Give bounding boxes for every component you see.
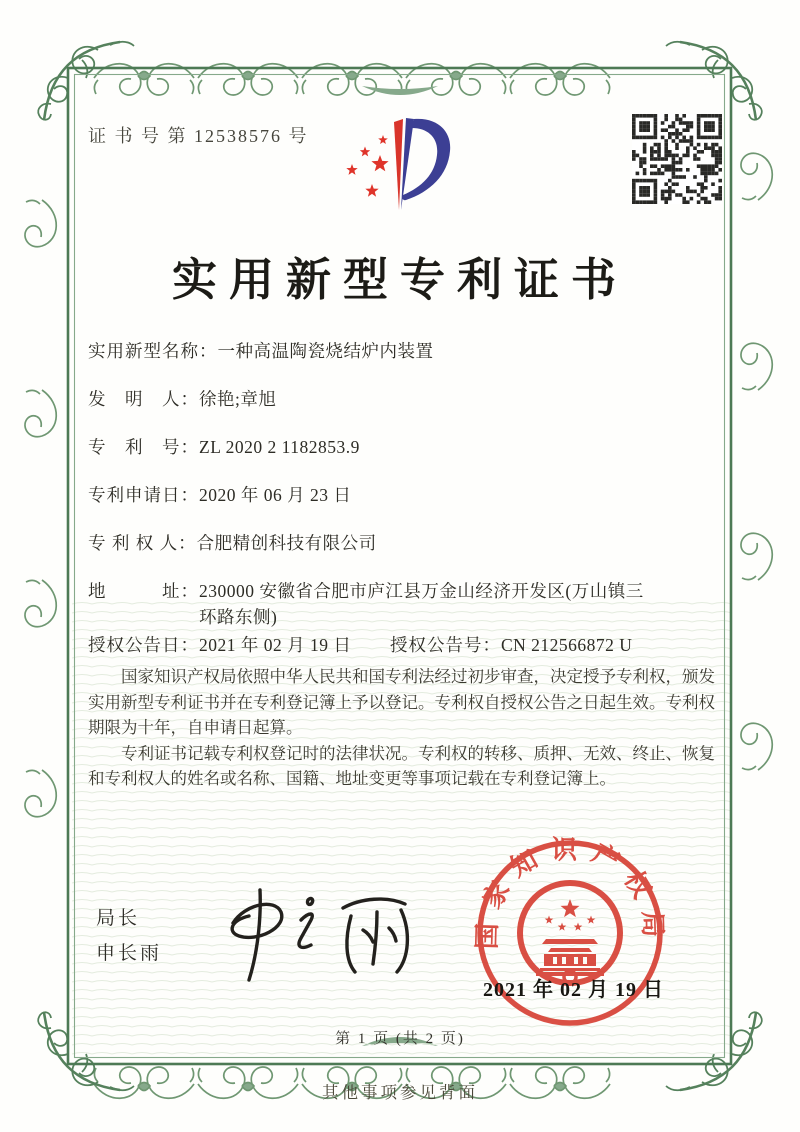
field-label: 专 利 权 人： — [88, 533, 197, 553]
grant-no-label: 授权公告号： — [390, 635, 501, 655]
field-value: 230000 安徽省合肥市庐江县万金山经济开发区(万山镇三环路东侧) — [199, 581, 644, 627]
field-row-patentee — [88, 530, 377, 555]
field-label: 实用新型名称： — [88, 341, 218, 361]
field-row-name — [88, 338, 434, 363]
grant-no-value: CN 212566872 U — [501, 635, 633, 655]
field-value: ZL 2020 2 1182853.9 — [199, 437, 360, 457]
legal-text — [88, 664, 715, 792]
page-number: 第 1 页 (共 2 页) — [335, 1031, 465, 1047]
cnipa-logo-icon — [334, 106, 466, 228]
certificate-number: 证 书 号 第 12538576 号 — [88, 126, 309, 146]
field-row-patent-no — [88, 434, 360, 459]
national-emblem-icon — [520, 883, 620, 983]
field-value: 2020 年 06 月 23 日 — [199, 485, 352, 505]
director-title: 局长 — [96, 908, 141, 929]
field-row-grant — [88, 632, 633, 657]
back-side-note: 其他事项参见背面 — [322, 1083, 478, 1102]
grant-date-label: 授权公告日： — [88, 635, 199, 655]
seal-text: 国家知识产权局 — [472, 835, 668, 950]
svg-text:国家知识产权局 — [473, 835, 668, 949]
grant-date-value: 2021 年 02 月 19 日 — [199, 635, 352, 655]
qr-code — [632, 114, 722, 204]
field-label: 发 明 人： — [88, 389, 199, 409]
field-label: 专 利 号： — [88, 437, 199, 457]
field-value: 徐艳;章旭 — [199, 389, 277, 409]
field-label: 地 址： — [88, 581, 199, 601]
director-name: 申长雨 — [96, 943, 163, 964]
certificate-title: 实用新型专利证书 — [171, 255, 628, 305]
field-row-address — [88, 578, 651, 630]
official-seal — [468, 833, 672, 1033]
field-value: 一种高温陶瓷烧结炉内装置 — [217, 341, 434, 361]
director-signature — [205, 878, 445, 993]
seal-date: 2021 年 02 月 19 日 — [483, 979, 664, 1001]
field-value: 合肥精创科技有限公司 — [196, 533, 377, 553]
legal-paragraph-2: 专利证书记载专利权登记时的法律状况。专利权的转移、质押、无效、终止、恢复和专利权人的姓名或名称、国籍、地址变更等事项记载在专利登记簿上。 — [88, 743, 715, 788]
legal-paragraph-1: 国家知识产权局依照中华人民共和国专利法经过初步审查，决定授予专利权，颁发实用新型专利证书并在专利登记簿上予以登记。专利权自授权公告之日起生效。专利权期限为十年，自申请日起算。 — [88, 667, 715, 737]
field-label: 专利申请日： — [88, 485, 199, 505]
grant-no-group — [390, 632, 632, 657]
field-row-filing-date — [88, 482, 351, 507]
field-row-inventor — [88, 386, 276, 411]
